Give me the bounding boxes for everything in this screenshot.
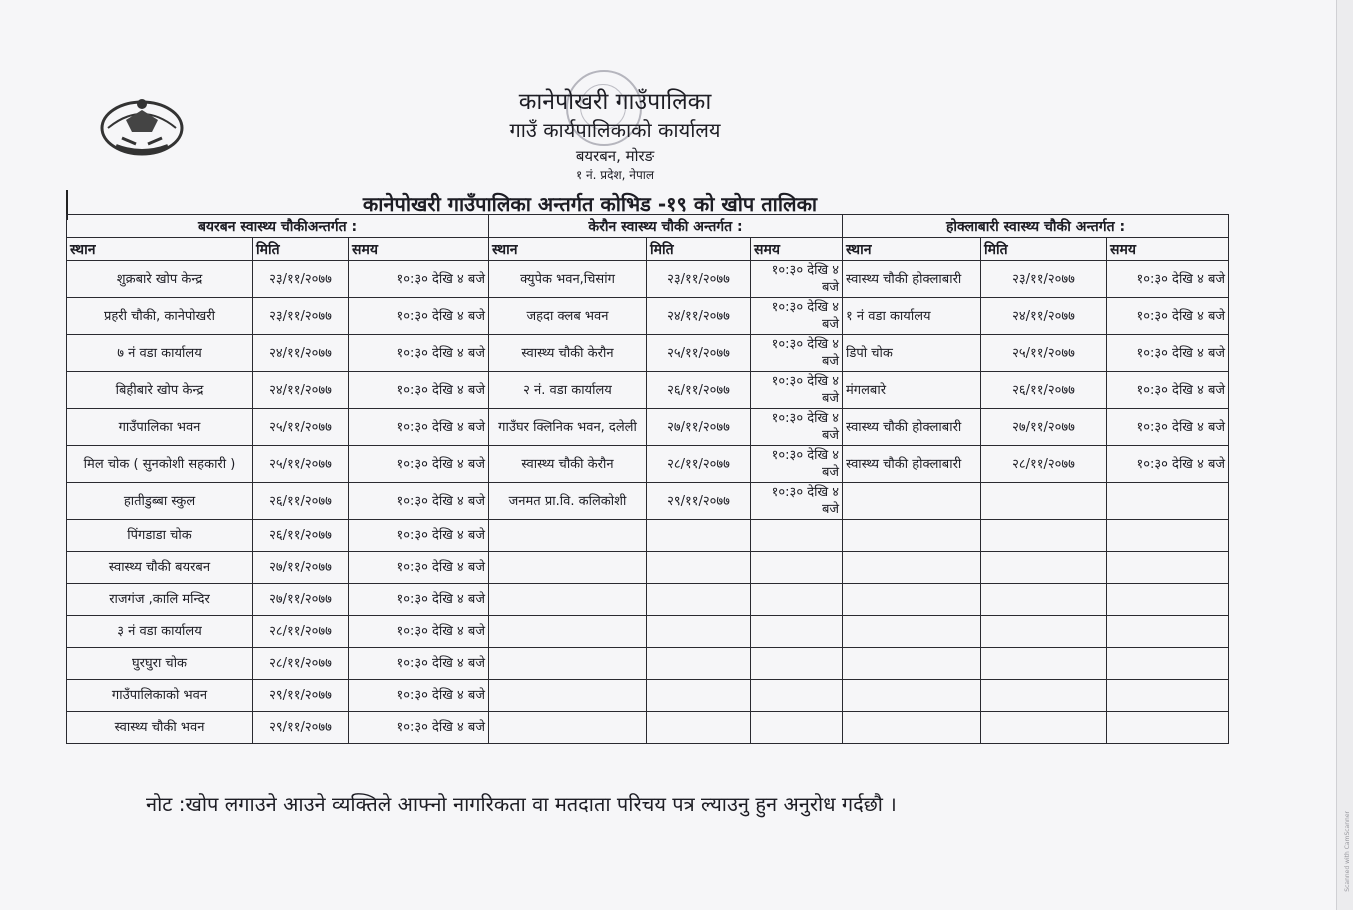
cell-place: १ नं वडा कार्यालय xyxy=(843,298,981,335)
cell-place: जनमत प्रा.वि. कलिकोशी xyxy=(489,483,647,520)
cell-date xyxy=(647,616,751,648)
cell-place: डिपो चोक xyxy=(843,335,981,372)
cell-time: १०:३० देखि ४ बजे xyxy=(751,483,843,520)
cell-place: स्वास्थ्य चौकी होक्लाबारी xyxy=(843,409,981,446)
cell-place xyxy=(843,483,981,520)
cell-place: मंगलबारे xyxy=(843,372,981,409)
vaccination-schedule-table xyxy=(66,214,1229,744)
table-row xyxy=(67,712,1229,744)
cell-time: १०:३० देखि ४ बजे xyxy=(1107,446,1229,483)
cell-date: २३/११/२०७७ xyxy=(253,261,349,298)
cell-place: पिंगडाडा चोक xyxy=(67,520,253,552)
note-text: नोट :खोप लगाउने आउने व्यक्तिले आफ्नो नागरिकता वा मतदाता परिचय पत्र ल्याउनु हुन अनुरोध गर्दछौ । xyxy=(146,792,897,816)
cell-time: १०:३० देखि ४ बजे xyxy=(349,335,489,372)
cell-time xyxy=(751,648,843,680)
cell-date xyxy=(647,520,751,552)
cell-time: १०:३० देखि ४ बजे xyxy=(1107,372,1229,409)
cell-date: २६/११/२०७७ xyxy=(253,520,349,552)
cell-date: २३/११/२०७७ xyxy=(981,261,1107,298)
cell-time: १०:३० देखि ४ बजे xyxy=(349,584,489,616)
cell-date: २८/११/२०७७ xyxy=(647,446,751,483)
cell-place xyxy=(489,648,647,680)
cell-place: प्रहरी चौकी, कानेपोखरी xyxy=(67,298,253,335)
cell-time: १०:३० देखि ४ बजे xyxy=(349,520,489,552)
cell-time xyxy=(1107,712,1229,744)
cell-date xyxy=(647,712,751,744)
cell-place: स्वास्थ्य चौकी होक्लाबारी xyxy=(843,261,981,298)
cell-place xyxy=(489,680,647,712)
cell-date: २६/११/२०७७ xyxy=(647,372,751,409)
cell-date: २७/११/२०७७ xyxy=(647,409,751,446)
cell-place: घुरघुरा चोक xyxy=(67,648,253,680)
cell-time: १०:३० देखि ४ बजे xyxy=(349,680,489,712)
cell-time: १०:३० देखि ४ बजे xyxy=(1107,261,1229,298)
cell-date: २७/११/२०७७ xyxy=(253,584,349,616)
cell-place: बिहीबारे खोप केन्द्र xyxy=(67,372,253,409)
table-row xyxy=(67,335,1229,372)
cell-date xyxy=(981,680,1107,712)
cell-place: स्वास्थ्य चौकी होक्लाबारी xyxy=(843,446,981,483)
cell-date xyxy=(981,552,1107,584)
cell-time: १०:३० देखि ४ बजे xyxy=(1107,409,1229,446)
table-row xyxy=(67,483,1229,520)
group-header-hoklabari: होक्लाबारी स्वास्थ्य चौकी अन्तर्गत : xyxy=(843,215,1229,238)
cell-place: क्युपेक भवन,चिसांग xyxy=(489,261,647,298)
cell-place xyxy=(843,552,981,584)
cell-date: २४/११/२०७७ xyxy=(253,372,349,409)
cell-date: २४/११/२०७७ xyxy=(647,298,751,335)
table-row xyxy=(67,409,1229,446)
cell-time: १०:३० देखि ४ बजे xyxy=(1107,335,1229,372)
cell-time xyxy=(1107,584,1229,616)
cell-date: २४/११/२०७७ xyxy=(981,298,1107,335)
cell-time xyxy=(751,584,843,616)
cell-time xyxy=(1107,680,1229,712)
cell-place: राजगंज ,कालि मन्दिर xyxy=(67,584,253,616)
table-row xyxy=(67,584,1229,616)
cell-place: स्वास्थ्य चौकी केरौन xyxy=(489,446,647,483)
cell-date xyxy=(647,680,751,712)
cell-date: २७/११/२०७७ xyxy=(981,409,1107,446)
cell-place xyxy=(843,712,981,744)
cell-time: १०:३० देखि ४ बजे xyxy=(349,483,489,520)
column-header-time: समय xyxy=(1107,238,1229,261)
column-header-time: समय xyxy=(349,238,489,261)
municipality-name: कानेपोखरी गाउँपालिका xyxy=(518,89,712,115)
cell-date xyxy=(981,520,1107,552)
cell-time xyxy=(751,712,843,744)
cell-place: २ नं. वडा कार्यालय xyxy=(489,372,647,409)
column-header-time: समय xyxy=(751,238,843,261)
cell-place xyxy=(843,616,981,648)
page-edge xyxy=(1336,0,1353,910)
table-row xyxy=(67,446,1229,483)
cell-place: गाउँघर क्लिनिक भवन, दलेली xyxy=(489,409,647,446)
column-header-date: मिति xyxy=(253,238,349,261)
cell-time xyxy=(751,616,843,648)
cell-date xyxy=(647,648,751,680)
cell-place xyxy=(843,584,981,616)
cell-date xyxy=(647,584,751,616)
cell-date: २३/११/२०७७ xyxy=(253,298,349,335)
cell-date xyxy=(981,616,1107,648)
cell-time: १०:३० देखि ४ बजे xyxy=(751,335,843,372)
table-row xyxy=(67,648,1229,680)
column-header-date: मिति xyxy=(981,238,1107,261)
cell-time xyxy=(1107,648,1229,680)
cell-time: १०:३० देखि ४ बजे xyxy=(751,409,843,446)
cell-time: १०:३० देखि ४ बजे xyxy=(751,372,843,409)
table-row xyxy=(67,616,1229,648)
cell-date xyxy=(647,552,751,584)
cell-date: २९/११/२०७७ xyxy=(253,680,349,712)
table-row xyxy=(67,680,1229,712)
cell-place: मिल चोक ( सुनकोशी सहकारी ) xyxy=(67,446,253,483)
cell-date: २६/११/२०७७ xyxy=(981,372,1107,409)
cell-date xyxy=(981,648,1107,680)
cell-time: १०:३० देखि ४ बजे xyxy=(349,409,489,446)
cell-time: १०:३० देखि ४ बजे xyxy=(349,648,489,680)
cell-place: ७ नं वडा कार्यालय xyxy=(67,335,253,372)
cell-place: गाउँपालिका भवन xyxy=(67,409,253,446)
column-header-place: स्थान xyxy=(489,238,647,261)
cell-time: १०:३० देखि ४ बजे xyxy=(751,298,843,335)
cell-place xyxy=(489,552,647,584)
nepal-emblem-icon xyxy=(96,92,188,158)
table-row xyxy=(67,520,1229,552)
cell-place: हातीडुब्बा स्कुल xyxy=(67,483,253,520)
cell-time: १०:३० देखि ४ बजे xyxy=(1107,298,1229,335)
cell-time xyxy=(1107,520,1229,552)
cell-date: २५/११/२०७७ xyxy=(981,335,1107,372)
table-row xyxy=(67,372,1229,409)
cell-place xyxy=(489,584,647,616)
cell-place xyxy=(843,648,981,680)
cell-date: २९/११/२०७७ xyxy=(647,483,751,520)
cell-date: २८/११/२०७७ xyxy=(253,616,349,648)
cell-place: ३ नं वडा कार्यालय xyxy=(67,616,253,648)
cell-date: २५/११/२०७७ xyxy=(253,446,349,483)
cell-time: १०:३० देखि ४ बजे xyxy=(349,372,489,409)
cell-date xyxy=(981,483,1107,520)
column-header-place: स्थान xyxy=(843,238,981,261)
cell-place: स्वास्थ्य चौकी भवन xyxy=(67,712,253,744)
cell-time: १०:३० देखि ४ बजे xyxy=(349,616,489,648)
cell-place xyxy=(843,680,981,712)
cell-date: २८/११/२०७७ xyxy=(253,648,349,680)
cell-date: २३/११/२०७७ xyxy=(647,261,751,298)
province-name: १ नं. प्रदेश, नेपाल xyxy=(575,168,655,182)
table-row xyxy=(67,552,1229,584)
office-name: गाउँ कार्यपालिकाको कार्यालय xyxy=(509,118,721,142)
office-address: बयरबन, मोरङ xyxy=(575,147,655,165)
cell-time xyxy=(1107,616,1229,648)
cell-date: २७/११/२०७७ xyxy=(253,552,349,584)
cell-time: १०:३० देखि ४ बजे xyxy=(349,298,489,335)
cell-place: स्वास्थ्य चौकी केरौन xyxy=(489,335,647,372)
column-header-place: स्थान xyxy=(67,238,253,261)
cell-time: १०:३० देखि ४ बजे xyxy=(751,261,843,298)
cell-date: २६/११/२०७७ xyxy=(253,483,349,520)
cell-time xyxy=(1107,483,1229,520)
cell-time xyxy=(751,520,843,552)
cell-place xyxy=(489,616,647,648)
cell-place: जहदा क्लब भवन xyxy=(489,298,647,335)
cell-date: २८/११/२०७७ xyxy=(981,446,1107,483)
cell-time xyxy=(751,552,843,584)
group-header-bayarban: बयरबन स्वास्थ्य चौकीअन्तर्गत : xyxy=(67,215,489,238)
cell-date xyxy=(981,712,1107,744)
document-title: कानेपोखरी गाउँपालिका अन्तर्गत कोभिड -१९ को खोप तालिका xyxy=(362,192,818,216)
cell-date: २९/११/२०७७ xyxy=(253,712,349,744)
table-row xyxy=(67,261,1229,298)
cell-date: २५/११/२०७७ xyxy=(253,409,349,446)
cell-date: २५/११/२०७७ xyxy=(647,335,751,372)
cell-place xyxy=(843,520,981,552)
cell-time: १०:३० देखि ४ बजे xyxy=(751,446,843,483)
group-header-keraun: केरौन स्वास्थ्य चौकी अन्तर्गत : xyxy=(489,215,843,238)
cell-time: १०:३० देखि ४ बजे xyxy=(349,552,489,584)
cell-date xyxy=(981,584,1107,616)
cell-place xyxy=(489,712,647,744)
cell-place xyxy=(489,520,647,552)
cell-time xyxy=(1107,552,1229,584)
column-header-date: मिति xyxy=(647,238,751,261)
cell-place: गाउँपालिकाको भवन xyxy=(67,680,253,712)
table-row xyxy=(67,298,1229,335)
cell-time: १०:३० देखि ४ बजे xyxy=(349,712,489,744)
cell-place: स्वास्थ्य चौकी बयरबन xyxy=(67,552,253,584)
cell-date: २४/११/२०७७ xyxy=(253,335,349,372)
cell-time xyxy=(751,680,843,712)
cell-place: शुक्रबारे खोप केन्द्र xyxy=(67,261,253,298)
scanner-watermark: Scanned with CamScanner xyxy=(1344,811,1351,892)
cell-time: १०:३० देखि ४ बजे xyxy=(349,261,489,298)
cell-time: १०:३० देखि ४ बजे xyxy=(349,446,489,483)
